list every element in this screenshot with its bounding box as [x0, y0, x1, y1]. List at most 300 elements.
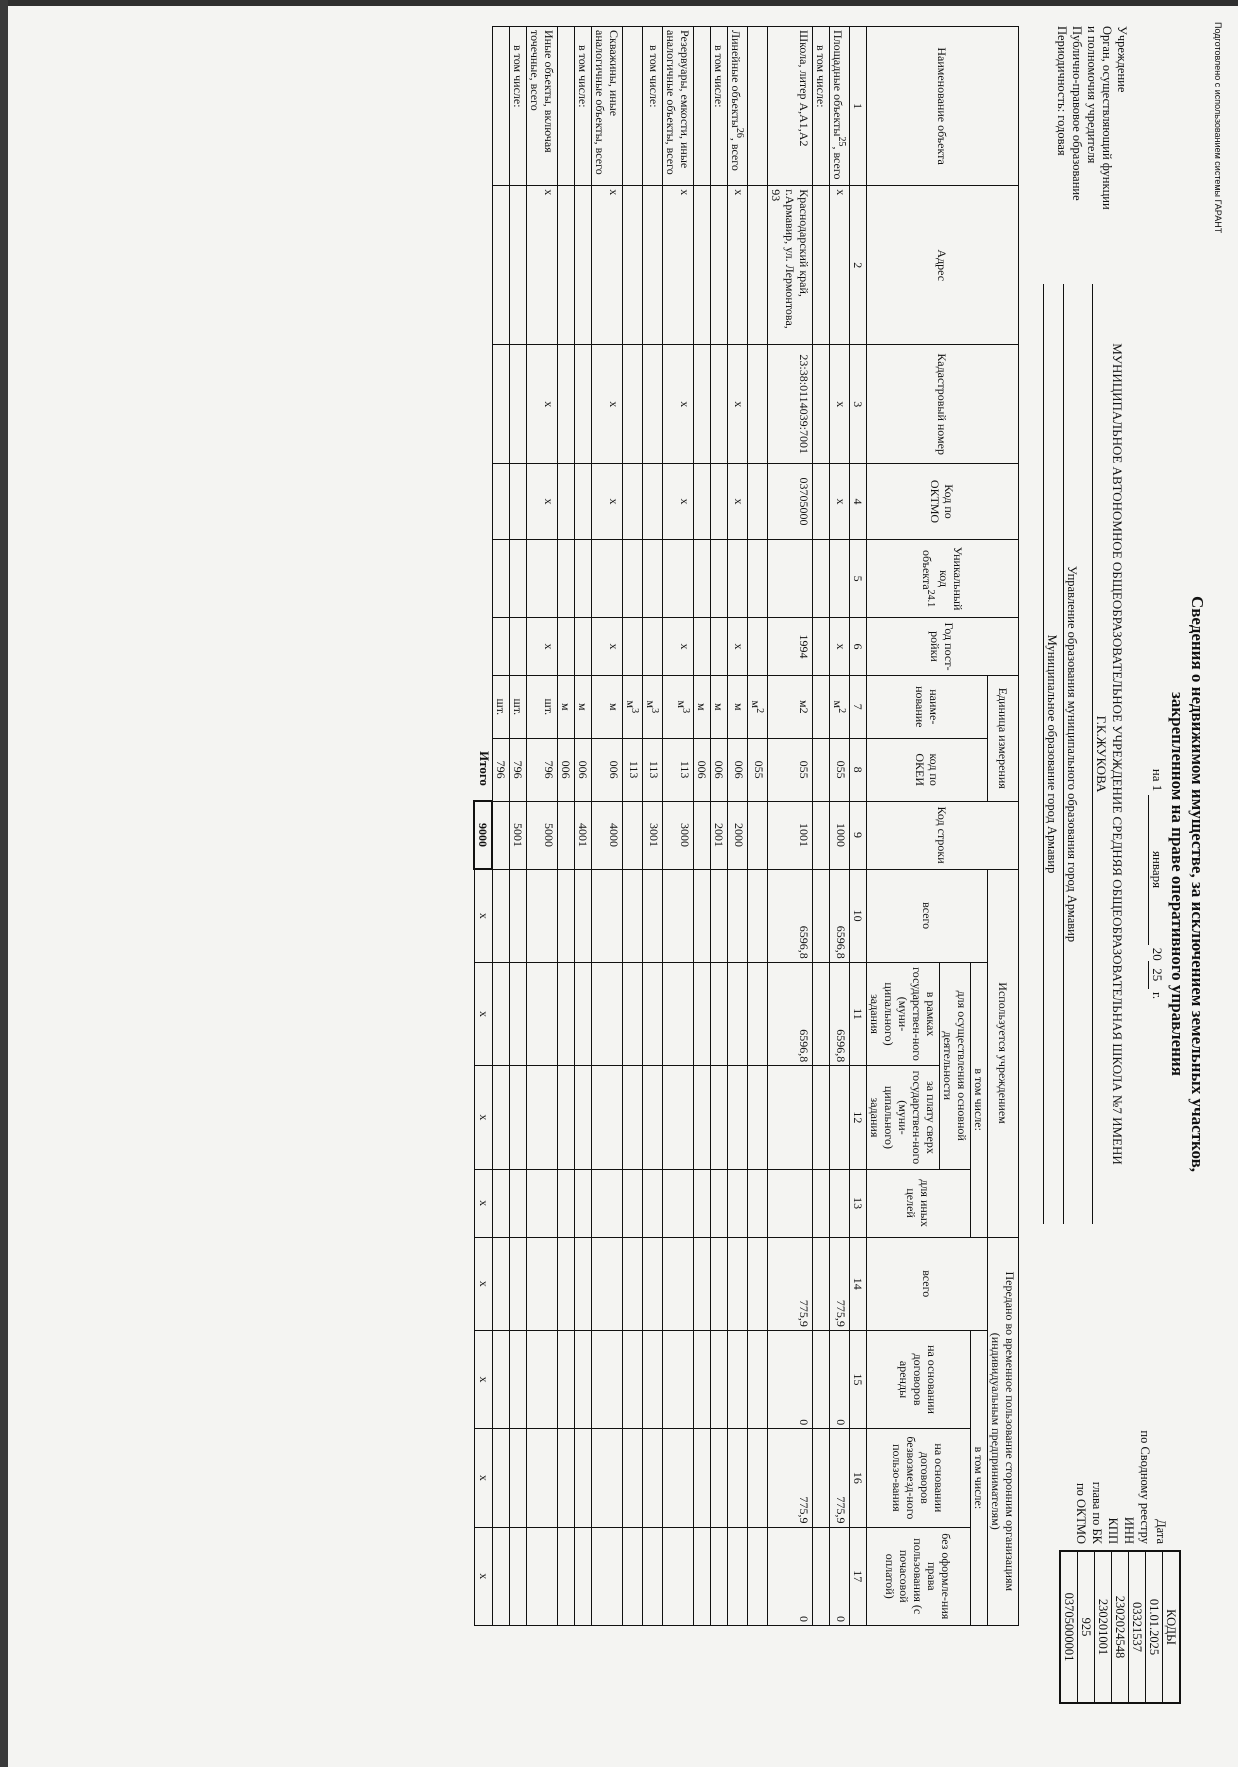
year-cell — [623, 617, 643, 675]
free-use-cell — [748, 1428, 768, 1526]
year-cell — [643, 617, 663, 675]
unit-exponent: 2 — [836, 707, 847, 713]
code-date: 01.01.2025 — [1145, 1552, 1162, 1702]
institution-name-line-2: Г.К.ЖУКОВА — [1094, 715, 1109, 792]
lent-total-cell — [558, 1237, 575, 1330]
codes-box — [1059, 1550, 1181, 1704]
object-name-cell — [623, 26, 643, 185]
label-periodicity: Периодичность: годовая — [1055, 25, 1069, 156]
line-code-cell — [623, 801, 643, 869]
lent-total-cell — [623, 1237, 643, 1330]
other-purposes-cell — [623, 1169, 643, 1237]
oktmo-cell — [510, 463, 527, 539]
unit-cell: шт. — [510, 675, 527, 738]
paid-cell — [748, 1065, 768, 1168]
year-cell — [748, 617, 768, 675]
total-label: Итого — [477, 750, 492, 786]
state-task-cell — [558, 962, 575, 1065]
total-cell: x — [475, 1065, 493, 1168]
paid-cell — [694, 1065, 711, 1168]
okei-cell: 006 — [592, 738, 623, 801]
year-cell: x — [830, 617, 850, 675]
column-number: 6 — [850, 617, 867, 675]
year-cell: x — [527, 617, 558, 675]
state-task-cell — [493, 962, 510, 1065]
code-oktmo: 03705000001 — [1062, 1592, 1076, 1661]
address-cell: x — [830, 185, 850, 344]
cadastral-cell — [510, 344, 527, 463]
oktmo-cell — [558, 463, 575, 539]
object-name: Линейные объекты — [729, 29, 743, 128]
paid-cell — [575, 1065, 592, 1168]
object-name-cell — [694, 26, 711, 185]
oktmo-cell — [748, 463, 768, 539]
line-code-cell: 3001 — [643, 801, 663, 869]
year-cell — [493, 617, 510, 675]
lease-cell — [748, 1330, 768, 1428]
institution-name — [1092, 284, 1125, 1224]
property-table — [474, 26, 1020, 1626]
line-code-cell: 2001 — [711, 801, 728, 869]
address-cell — [623, 185, 643, 344]
state-task-cell — [575, 962, 592, 1065]
code-label-oktmo: по ОКТМО — [1074, 1482, 1088, 1544]
year-cell — [510, 617, 527, 675]
oktmo-cell — [493, 463, 510, 539]
other-purposes-cell — [558, 1169, 575, 1237]
line-code-cell — [558, 801, 575, 869]
lease-cell — [493, 1330, 510, 1428]
unit-cell: м — [575, 675, 592, 738]
object-name: Резервуары, емкости, иные аналогичные объекты, всего — [664, 29, 692, 175]
lease-cell — [510, 1330, 527, 1428]
line-code-cell: 3000 — [663, 801, 694, 869]
unique-code-cell — [575, 539, 592, 617]
date-year: 25 — [1148, 960, 1165, 988]
col-header-used-total: всего — [867, 869, 988, 962]
table-row — [813, 26, 830, 1625]
line-code-cell: 1000 — [830, 801, 850, 869]
used-total-cell — [728, 869, 748, 962]
lent-total-cell — [813, 1237, 830, 1330]
object-name-cell — [527, 26, 558, 185]
object-name-cell — [510, 26, 527, 185]
no-registration-cell — [728, 1527, 748, 1625]
state-task-cell — [623, 962, 643, 1065]
object-name-cell — [592, 26, 623, 185]
oktmo-cell — [813, 463, 830, 539]
object-name-cell — [748, 26, 768, 185]
oktmo-cell — [711, 463, 728, 539]
free-use-cell — [493, 1428, 510, 1526]
code-label-inn: ИНН — [1122, 1516, 1136, 1544]
state-task-cell — [694, 962, 711, 1065]
other-purposes-cell — [663, 1169, 694, 1237]
unit-cell: м — [728, 675, 748, 738]
free-use-cell — [728, 1428, 748, 1526]
cadastral-cell — [748, 344, 768, 463]
unit-cell — [663, 675, 694, 738]
unit-cell: м — [592, 675, 623, 738]
other-purposes-cell — [527, 1169, 558, 1237]
unique-code-cell — [592, 539, 623, 617]
state-task-cell — [510, 962, 527, 1065]
col-header-unit-name: наиме-нование — [867, 675, 988, 738]
date-year-prefix: 20 — [1150, 947, 1165, 961]
year-cell — [813, 617, 830, 675]
lent-total-cell — [728, 1237, 748, 1330]
paid-cell — [663, 1065, 694, 1168]
label-founder-2: и полномочия учредителя — [1085, 25, 1099, 163]
state-task-cell — [663, 962, 694, 1065]
okei-cell: 055 — [748, 738, 768, 801]
unit-cell — [623, 675, 643, 738]
used-total-cell — [493, 869, 510, 962]
unit-cell: м — [711, 675, 728, 738]
okei-cell: 113 — [643, 738, 663, 801]
oktmo-cell: 03705000 — [768, 463, 813, 539]
object-name-cell — [830, 26, 850, 185]
object-name-cell — [558, 26, 575, 185]
free-use-cell — [575, 1428, 592, 1526]
year-cell — [711, 617, 728, 675]
other-purposes-cell — [592, 1169, 623, 1237]
unique-code-sup: 24.1 — [925, 589, 936, 607]
cadastral-cell — [711, 344, 728, 463]
rotated-document-sheet — [9, 14, 1229, 1754]
state-task-cell — [748, 962, 768, 1065]
object-name-cell — [728, 26, 748, 185]
column-number: 16 — [850, 1428, 867, 1526]
year-cell — [575, 617, 592, 675]
paid-cell — [768, 1065, 813, 1168]
free-use-cell — [643, 1428, 663, 1526]
free-use-cell — [813, 1428, 830, 1526]
state-task-cell: 6596,8 — [768, 962, 813, 1065]
okei-cell: 006 — [694, 738, 711, 801]
oktmo-cell: x — [728, 463, 748, 539]
column-number: 1 — [850, 26, 867, 185]
object-name: в том числе: — [511, 44, 525, 108]
address-cell — [711, 185, 728, 344]
paid-cell — [623, 1065, 643, 1168]
address-cell: x — [592, 185, 623, 344]
total-spacer — [475, 26, 493, 801]
unit-name: м — [749, 700, 763, 708]
col-header-address: Адрес — [867, 185, 1019, 344]
col-header-oktmo: Код по ОКТМО — [867, 463, 1019, 539]
object-name: Площадные объекты — [831, 29, 845, 136]
okei-cell: 113 — [663, 738, 694, 801]
document-title — [1167, 14, 1207, 1754]
used-total-cell — [527, 869, 558, 962]
other-purposes-cell — [643, 1169, 663, 1237]
no-registration-cell — [575, 1527, 592, 1625]
object-name-cell — [643, 26, 663, 185]
unit-cell — [748, 675, 768, 738]
column-number: 11 — [850, 962, 867, 1065]
object-name: в том числе: — [712, 44, 726, 108]
col-header-unique-code — [867, 539, 1019, 617]
okei-cell: 006 — [558, 738, 575, 801]
other-purposes-cell — [575, 1169, 592, 1237]
total-cell: x — [475, 1527, 493, 1625]
col-header-name: Наименование объекта — [867, 26, 1019, 185]
unique-code-cell — [728, 539, 748, 617]
free-use-cell — [663, 1428, 694, 1526]
paid-cell — [558, 1065, 575, 1168]
table-row — [694, 26, 711, 1625]
total-cell: x — [475, 1330, 493, 1428]
cadastral-cell — [558, 344, 575, 463]
line-code-cell: 1001 — [768, 801, 813, 869]
table-row — [527, 26, 558, 1625]
column-numbers-row — [850, 26, 867, 1625]
unit-exponent: 3 — [629, 707, 640, 713]
object-name-cell — [813, 26, 830, 185]
line-code-cell: 2000 — [728, 801, 748, 869]
object-name: в том числе: — [576, 44, 590, 108]
used-total-cell: 6596,8 — [830, 869, 850, 962]
lease-cell — [527, 1330, 558, 1428]
cadastral-cell: x — [663, 344, 694, 463]
used-total-cell — [510, 869, 527, 962]
used-total-cell — [623, 869, 643, 962]
cadastral-cell — [575, 344, 592, 463]
table-row — [768, 26, 813, 1625]
cadastral-cell: x — [592, 344, 623, 463]
column-number: 13 — [850, 1169, 867, 1237]
col-header-free-use: на основании договоров безвозмезд-ного пользо-вания — [867, 1428, 971, 1526]
okei-cell: 796 — [510, 738, 527, 801]
col-header-lease: на основании договоров аренды — [867, 1330, 971, 1428]
used-total-cell — [663, 869, 694, 962]
unit-cell: м — [694, 675, 711, 738]
state-task-cell: 6596,8 — [830, 962, 850, 1065]
oktmo-cell — [575, 463, 592, 539]
lent-total-cell — [527, 1237, 558, 1330]
unit-cell — [813, 675, 830, 738]
paid-cell — [711, 1065, 728, 1168]
unique-code-cell — [510, 539, 527, 617]
used-total-cell — [558, 869, 575, 962]
line-code-cell — [694, 801, 711, 869]
line-code-cell: 5000 — [527, 801, 558, 869]
free-use-cell: 775,9 — [768, 1428, 813, 1526]
address-cell: x — [527, 185, 558, 344]
object-name-cell — [768, 26, 813, 185]
used-total-cell: 6596,8 — [768, 869, 813, 962]
code-inn: 2302024548 — [1111, 1552, 1128, 1702]
object-name: Иные объекты, включая точечные, всего — [528, 29, 556, 153]
no-registration-cell — [623, 1527, 643, 1625]
address-cell — [813, 185, 830, 344]
table-row — [830, 26, 850, 1625]
no-registration-cell — [643, 1527, 663, 1625]
used-total-cell — [748, 869, 768, 962]
unit-name: м — [624, 700, 638, 708]
column-number: 7 — [850, 675, 867, 738]
address-cell — [694, 185, 711, 344]
lent-total-cell — [748, 1237, 768, 1330]
line-code-cell: 4000 — [592, 801, 623, 869]
line-code-cell: 4001 — [575, 801, 592, 869]
lent-total-cell: 775,9 — [830, 1237, 850, 1330]
column-number: 15 — [850, 1330, 867, 1428]
oktmo-cell: x — [830, 463, 850, 539]
other-purposes-cell — [510, 1169, 527, 1237]
lease-cell — [694, 1330, 711, 1428]
paid-cell — [830, 1065, 850, 1168]
col-header-lent-including: в том числе: — [971, 1330, 988, 1625]
total-line-code: 9000 — [475, 801, 493, 869]
column-number: 4 — [850, 463, 867, 539]
unique-code-cell — [663, 539, 694, 617]
year-cell — [558, 617, 575, 675]
no-registration-cell: 0 — [768, 1527, 813, 1625]
year-cell: x — [592, 617, 623, 675]
other-purposes-cell — [830, 1169, 850, 1237]
unit-name: м — [675, 700, 689, 708]
col-header-paid: за плату сверх государствен-ного (муни-ципального) задания — [867, 1065, 940, 1168]
scan-border-left — [0, 0, 8, 1767]
total-row — [475, 26, 493, 1625]
lent-total-cell — [510, 1237, 527, 1330]
line-code-cell — [813, 801, 830, 869]
address-cell — [510, 185, 527, 344]
okei-cell: 796 — [493, 738, 510, 801]
other-purposes-cell — [768, 1169, 813, 1237]
lease-cell: 0 — [830, 1330, 850, 1428]
column-number: 14 — [850, 1237, 867, 1330]
cadastral-cell: 23:38:0114039:7001 — [768, 344, 813, 463]
lease-cell — [663, 1330, 694, 1428]
unique-code-cell — [493, 539, 510, 617]
free-use-cell — [592, 1428, 623, 1526]
object-name-cell — [575, 26, 592, 185]
lease-cell — [643, 1330, 663, 1428]
col-header-line-code: Код строки — [867, 801, 1019, 869]
col-header-used: Используется учреждением — [988, 869, 1019, 1237]
date-prefix: на 1 — [1150, 768, 1165, 791]
table-row — [643, 26, 663, 1625]
other-purposes-cell — [711, 1169, 728, 1237]
code-kpp: 230201001 — [1094, 1552, 1111, 1702]
cadastral-cell: x — [527, 344, 558, 463]
object-name: Скважины, иные аналогичные объекты, всего — [593, 29, 621, 175]
footnote-ref: 26 — [734, 127, 745, 138]
col-header-main-activity: для осуществления основной деятельности — [940, 962, 971, 1169]
no-registration-cell — [813, 1527, 830, 1625]
column-number: 5 — [850, 539, 867, 617]
paid-cell — [510, 1065, 527, 1168]
free-use-cell — [623, 1428, 643, 1526]
okei-cell: 113 — [623, 738, 643, 801]
state-task-cell — [711, 962, 728, 1065]
column-number: 12 — [850, 1065, 867, 1168]
year-cell: x — [728, 617, 748, 675]
total-cell: x — [475, 1169, 493, 1237]
title-line-2: закрепленном на праве оперативного управления — [1168, 691, 1187, 1076]
codes-labels — [1073, 1430, 1169, 1544]
no-registration-cell — [748, 1527, 768, 1625]
free-use-cell — [694, 1428, 711, 1526]
total-cell: x — [475, 962, 493, 1065]
oktmo-cell: x — [527, 463, 558, 539]
table-row — [728, 26, 748, 1625]
no-registration-cell — [694, 1527, 711, 1625]
object-name-cell — [663, 26, 694, 185]
unique-code-cell — [711, 539, 728, 617]
table-row — [493, 26, 510, 1625]
lent-total-cell — [493, 1237, 510, 1330]
total-cell: x — [475, 1428, 493, 1526]
scan-border-top — [0, 0, 1238, 6]
no-registration-cell — [527, 1527, 558, 1625]
cadastral-cell: x — [728, 344, 748, 463]
cadastral-cell — [493, 344, 510, 463]
lent-total-cell — [663, 1237, 694, 1330]
lent-total-cell: 775,9 — [768, 1237, 813, 1330]
address-cell — [643, 185, 663, 344]
code-label-bk: глава по БК — [1090, 1481, 1104, 1544]
paid-cell — [728, 1065, 748, 1168]
address-cell — [575, 185, 592, 344]
unique-code-label: Уникальный код объекта — [920, 546, 965, 610]
state-task-cell — [728, 962, 748, 1065]
column-number: 3 — [850, 344, 867, 463]
state-task-cell — [527, 962, 558, 1065]
no-registration-cell — [592, 1527, 623, 1625]
unit-cell: м — [558, 675, 575, 738]
paid-cell — [527, 1065, 558, 1168]
codes-header: КОДЫ — [1162, 1552, 1179, 1702]
col-header-unit-okei: код по ОКЕИ — [867, 738, 988, 801]
table-row — [711, 26, 728, 1625]
unit-cell — [830, 675, 850, 738]
lent-total-cell — [711, 1237, 728, 1330]
cadastral-cell — [643, 344, 663, 463]
state-task-cell — [813, 962, 830, 1065]
label-public-entity: Публично-правовое образование — [1070, 25, 1084, 201]
col-header-lent: Передано во временное пользование сторонним организациям (индивидуальным предпринимателям) — [988, 1237, 1019, 1625]
table-row — [663, 26, 694, 1625]
unit-exponent: 3 — [680, 707, 691, 713]
unit-cell: шт. — [527, 675, 558, 738]
object-name-cell — [711, 26, 728, 185]
paid-cell — [813, 1065, 830, 1168]
column-number: 2 — [850, 185, 867, 344]
code-label-date: Дата — [1154, 1518, 1168, 1544]
object-name-cell — [493, 26, 510, 185]
cadastral-cell: x — [830, 344, 850, 463]
oktmo-cell: x — [592, 463, 623, 539]
column-number: 9 — [850, 801, 867, 869]
unit-cell: шт. — [493, 675, 510, 738]
unit-exponent: 2 — [754, 707, 765, 713]
unit-cell — [643, 675, 663, 738]
code-registry: 03321537 — [1128, 1552, 1145, 1702]
table-row — [592, 26, 623, 1625]
paid-cell — [592, 1065, 623, 1168]
lent-total-cell — [643, 1237, 663, 1330]
lent-total-cell — [694, 1237, 711, 1330]
code-label-kpp: КПП — [1106, 1517, 1120, 1544]
free-use-cell: 775,9 — [830, 1428, 850, 1526]
oktmo-cell — [694, 463, 711, 539]
used-total-cell — [813, 869, 830, 962]
address-cell — [558, 185, 575, 344]
